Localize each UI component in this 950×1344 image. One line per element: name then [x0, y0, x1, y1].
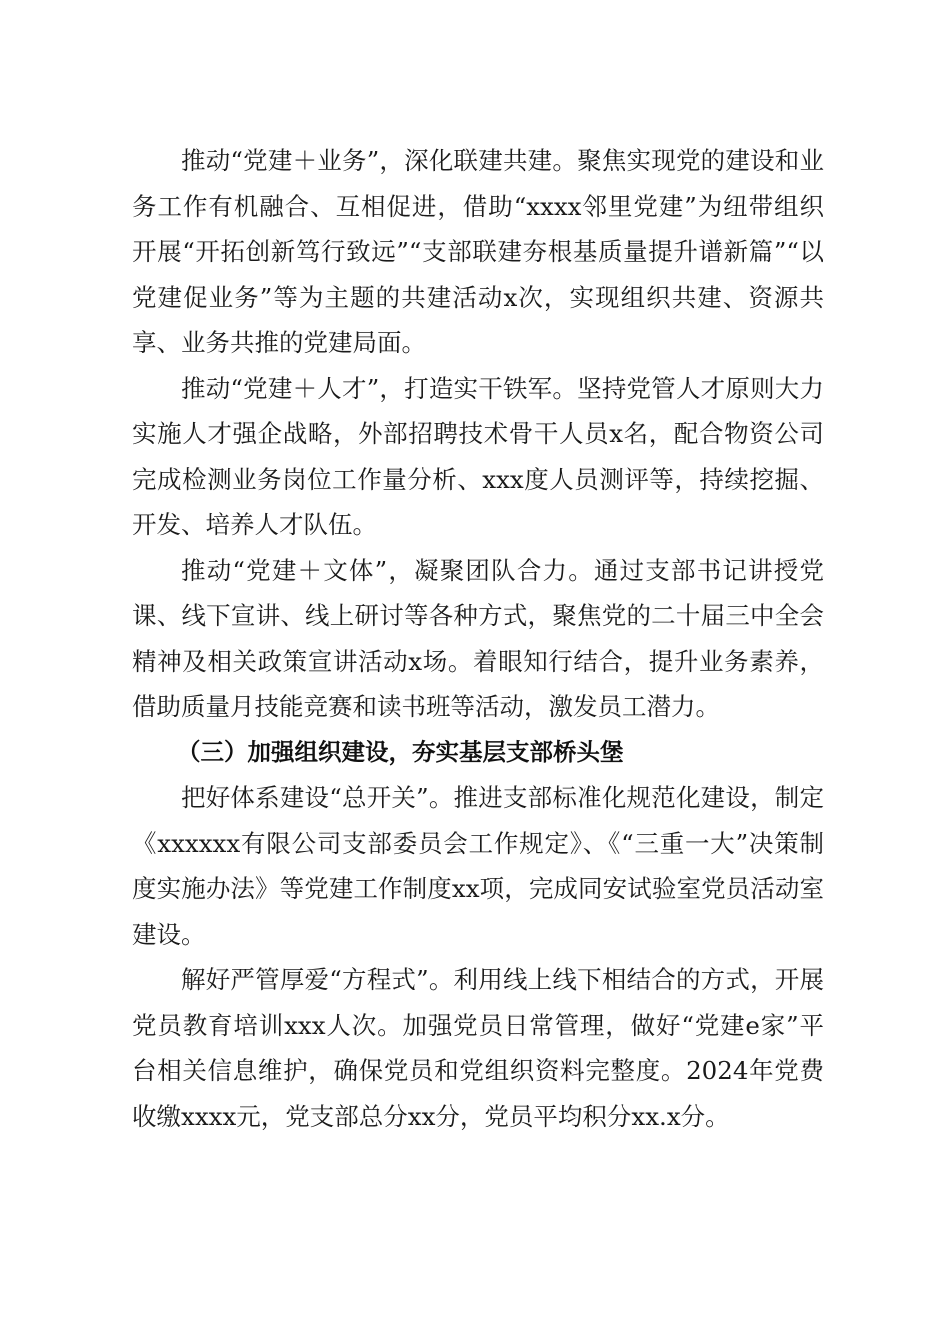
paragraph-party-building-culture: 推动“党建＋文体”，凝聚团队合力。通过支部书记讲授党课、线下宣讲、线上研讨等各种方式，聚焦党的二十届三中全会精神及相关政策宣讲活动x场。着眼知行结合，提升业务素养，借助质量月技能竞赛和读书班等活动，激发员工潜力。	[132, 555, 824, 721]
paragraph-strict-management: 解好严管厚爱“方程式”。利用线上线下相结合的方式，开展党员教育培训xxx人次。加强党员日常管理，做好“党建e家”平台相关信息维护，确保党员和党组织资料完整度。2024年党费收缴xxxx元，党支部总分xx分，党员平均积分xx.x分。	[132, 965, 824, 1131]
document-body	[132, 138, 824, 1139]
paragraph-system-construction: 把好体系建设“总开关”。推进支部标准化规范化建设，制定《xxxxxx有限公司支部委员会工作规定》、《“三重一大”决策制度实施办法》等党建工作制度xx项，完成同安试验室党员活动室建设。	[132, 783, 824, 949]
paragraph-party-building-talent: 推动“党建＋人才”，打造实干铁军。坚持党管人才原则大力实施人才强企战略，外部招聘技术骨干人员x名，配合物资公司完成检测业务岗位工作量分析、xxx度人员测评等，持续挖掘、开发、培养人才队伍。	[132, 373, 824, 539]
section-heading: （三）加强组织建设，夯实基层支部桥头堡	[177, 737, 624, 766]
paragraph-party-building-business: 推动“党建＋业务”，深化联建共建。聚焦实现党的建设和业务工作有机融合、互相促进，借助“xxxx邻里党建”为纽带组织开展“开拓创新笃行致远”“支部联建夯根基质量提升谱新篇”“以党建促业务”等为主题的共建活动x次，实现组织共建、资源共享、业务共推的党建局面。	[132, 146, 824, 357]
